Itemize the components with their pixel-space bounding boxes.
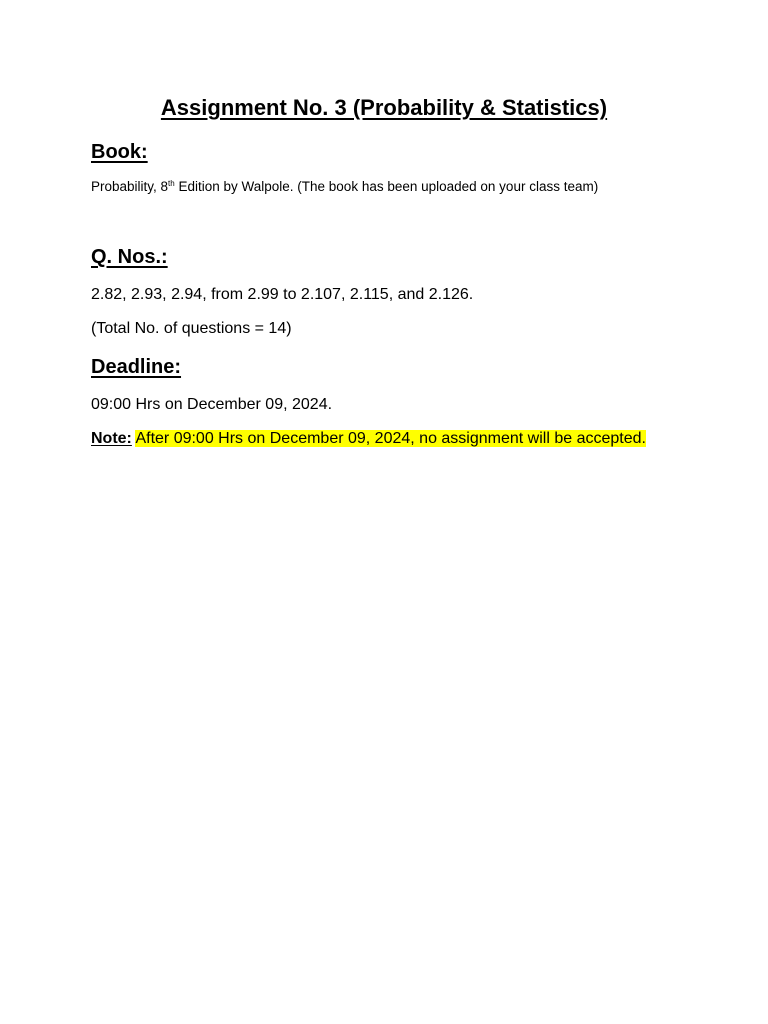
deadline-note [91,428,646,450]
book-reference [91,177,598,197]
questions-total: (Total No. of questions = 14) [91,320,292,337]
questions-list: 2.82, 2.93, 2.94, from 2.99 to 2.107, 2.115, and 2.126. [91,286,474,303]
deadline-time: 09:00 Hrs on December 09, 2024. [91,396,333,413]
note-highlighted-text: After 09:00 Hrs on December 09, 2024, no assignment will be accepted. [135,430,646,447]
book-heading: Book: [91,141,148,163]
book-text-before: Probability, 8 [91,179,169,194]
book-text-after: Edition by Walpole. (The book has been uploaded on your class team) [174,179,599,194]
edition-superscript: th [168,179,175,188]
note-label: Note: [91,430,132,447]
questions-heading: Q. Nos.: [91,246,168,268]
deadline-heading: Deadline: [91,356,182,378]
document-title: Assignment No. 3 (Probability & Statistics) [160,95,608,120]
